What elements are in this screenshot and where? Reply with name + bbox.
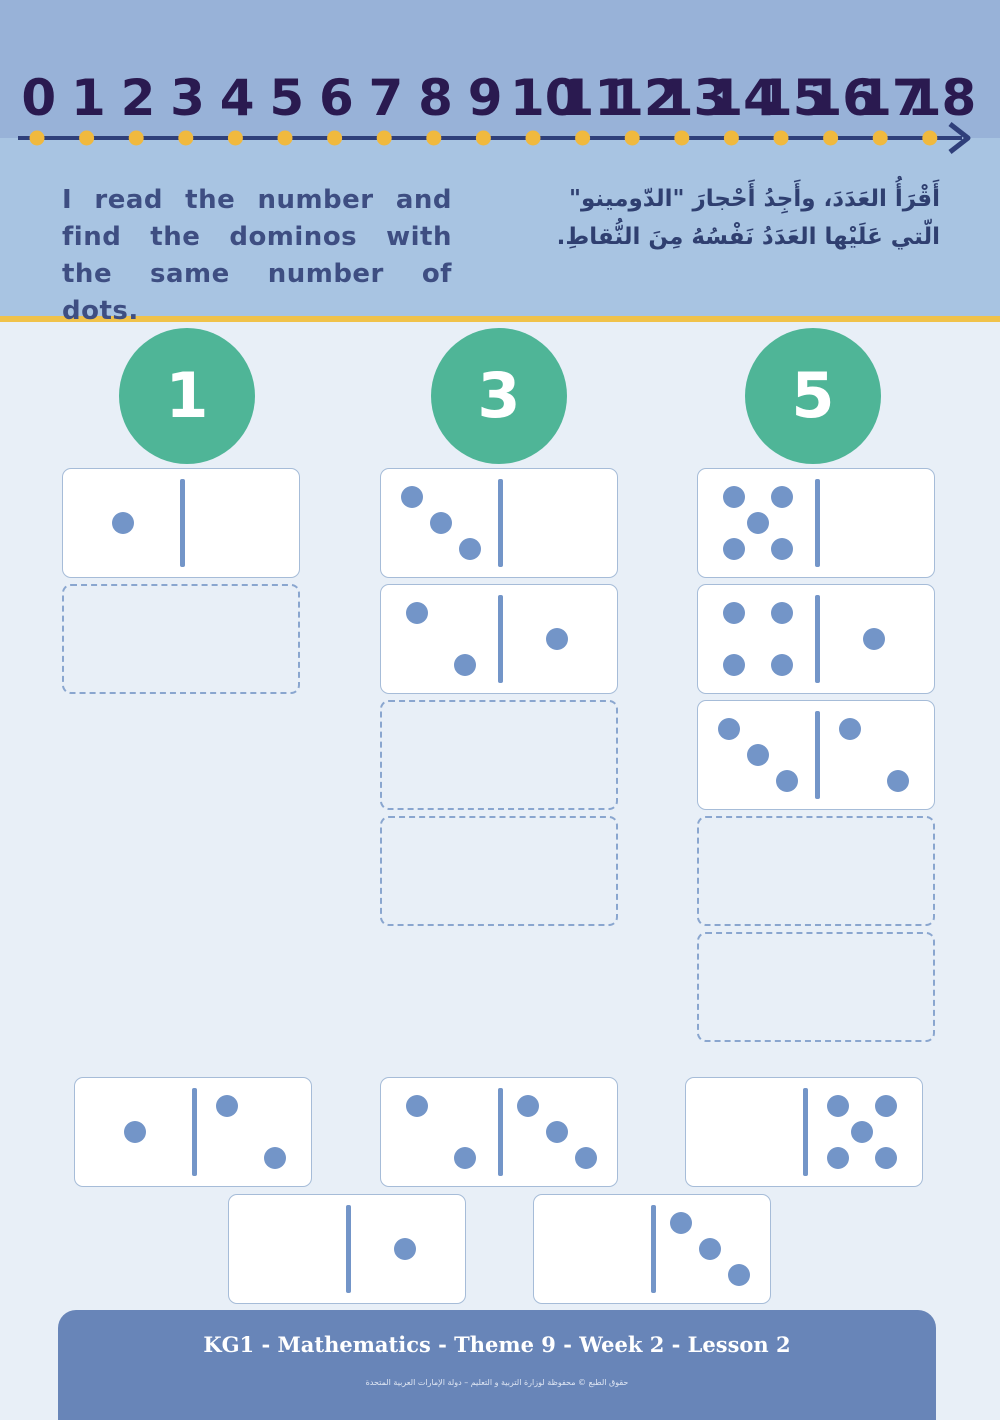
number-label: 6 [318,69,354,127]
number-label: 5 [269,69,305,127]
domino-divider [815,595,820,683]
number-line-labels [14,68,977,138]
domino[interactable] [697,584,935,694]
drop-slot[interactable] [697,816,935,926]
target-number-circle: 3 [431,328,567,464]
instruction-english: I read the number and find the dominos with the same number of dots. [62,185,452,326]
domino-dot [728,1264,750,1286]
domino-divider [651,1205,656,1293]
domino-dot [454,1147,476,1169]
domino-dot [827,1147,849,1169]
number-label: 4 [219,69,255,127]
domino-dot [124,1121,146,1143]
domino-dot [699,1238,721,1260]
number-label: 2 [120,69,156,127]
domino-divider [180,479,185,567]
domino-divider [192,1088,197,1176]
domino-dot [406,602,428,624]
domino-dot [863,628,885,650]
drop-slot[interactable] [697,932,935,1042]
number-label: 13 [658,69,729,127]
domino-divider [815,479,820,567]
footer-copyright: حقوق الطبع © محفوظة لوزارة التربية و التعليم – دولة الإمارات العربية المتحدة [365,1378,629,1387]
domino-divider [498,479,503,567]
domino[interactable] [380,1077,618,1187]
domino-dot [723,602,745,624]
domino-dot [406,1095,428,1117]
domino-dot [546,1121,568,1143]
domino[interactable] [380,584,618,694]
domino-dot [517,1095,539,1117]
domino-dot [851,1121,873,1143]
number-label: 1 [70,69,106,127]
domino[interactable] [533,1194,771,1304]
domino-dot [216,1095,238,1117]
domino-dot [776,770,798,792]
number-label: 12 [609,69,679,127]
drop-slot[interactable] [380,700,618,810]
domino-dot [771,602,793,624]
number-label: 10 [509,69,580,127]
domino-dot [827,1095,849,1117]
domino-divider [346,1205,351,1293]
domino[interactable] [685,1077,923,1187]
domino[interactable] [697,700,935,810]
number-label: 0 [21,69,57,127]
domino-dot [723,654,745,676]
number-label: 18 [906,69,977,127]
instruction-arabic: أَقْرَأُ العَدَدَ، وأَجِدُ أَحْجارَ "الدّومينو" الّتي عَلَيْها العَدَدُ نَفْسُهُ مِنَ النُّقاطِ. [556,186,940,250]
domino-dot [771,538,793,560]
target-number-circle: 1 [119,328,255,464]
domino-dot [747,512,769,534]
domino-dot [459,538,481,560]
number-label: 16 [807,69,878,127]
domino-dot [718,718,740,740]
domino[interactable] [62,468,300,578]
domino-dot [430,512,452,534]
number-label: 9 [467,69,503,127]
domino-dot [112,512,134,534]
domino-dot [875,1095,897,1117]
number-label: 11 [559,69,630,127]
domino-dot [546,628,568,650]
domino-dot [454,654,476,676]
domino-divider [498,1088,503,1176]
domino-dot [875,1147,897,1169]
domino-dot [575,1147,597,1169]
domino-divider [815,711,820,799]
domino-divider [803,1088,808,1176]
footer [58,1310,936,1420]
domino-dot [839,718,861,740]
domino-dot [771,486,793,508]
footer-title: KG1 - Mathematics - Theme 9 - Week 2 - Lesson 2 [203,1332,791,1357]
domino-dot [723,538,745,560]
domino-dot [401,486,423,508]
drop-slot[interactable] [62,584,300,694]
domino-dot [264,1147,286,1169]
number-label: 7 [368,69,404,127]
drop-slot[interactable] [380,816,618,926]
domino-dot [747,744,769,766]
number-label: 17 [857,69,927,127]
domino-dot [394,1238,416,1260]
domino-dot [771,654,793,676]
domino-divider [498,595,503,683]
domino[interactable] [74,1077,312,1187]
target-number-circle: 5 [745,328,881,464]
domino-dot [670,1212,692,1234]
number-label: 14 [708,69,778,127]
number-label: 8 [418,69,453,127]
number-label: 3 [170,69,205,127]
domino[interactable] [380,468,618,578]
domino[interactable] [228,1194,466,1304]
domino[interactable] [697,468,935,578]
domino-dot [723,486,745,508]
domino-dot [887,770,909,792]
number-label: 15 [757,69,828,127]
